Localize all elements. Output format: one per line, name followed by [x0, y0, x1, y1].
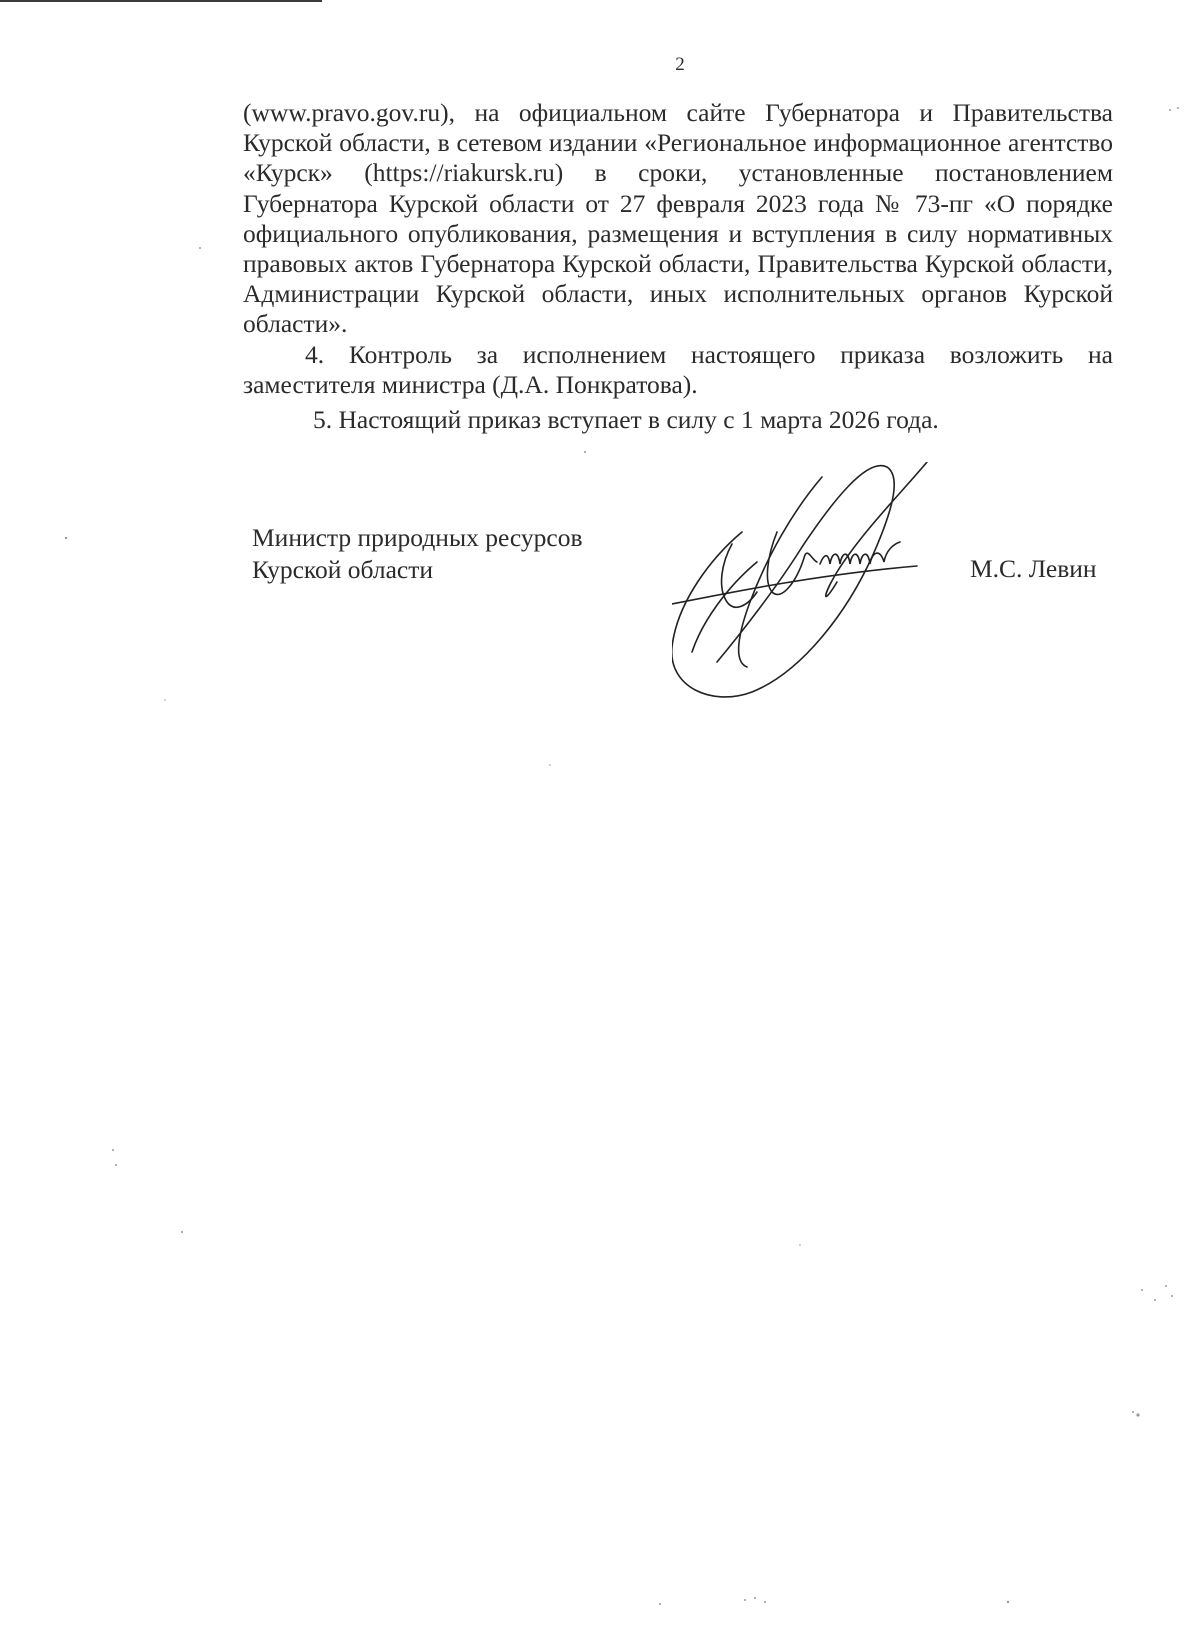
- signatory-position-line2: Курской области: [252, 555, 434, 584]
- page-number: 2: [675, 54, 685, 75]
- paragraph-item-5: 5. Настоящий приказ вступает в силу с 1 марта 2026 года.: [313, 405, 939, 435]
- paragraph-continuation: (www.pravo.gov.ru), на официальном сайте Губернатора и Правительства Курской области, в сетевом издании «Региональное информационное агентство «Курск» (https://riakursk.ru) в сроки, установленные постановлением Губернатора Курской области от 27 февраля 2023 года № 73-пг «О порядке официального опубликования, размещения и вступления в силу нормативных правовых актов Губернатора Курской области, Правительства Курской области, Администрации Курской области, иных исполнительных органов Курской области».: [243, 98, 1113, 339]
- signatory-name: М.С. Левин: [970, 554, 1097, 583]
- signatory-position-line1: Министр природных ресурсов: [252, 523, 583, 552]
- paragraph-item-4: 4. Контроль за исполнением настоящего приказа возложить на заместителя министра (Д.А. Понкратова).: [243, 339, 1113, 399]
